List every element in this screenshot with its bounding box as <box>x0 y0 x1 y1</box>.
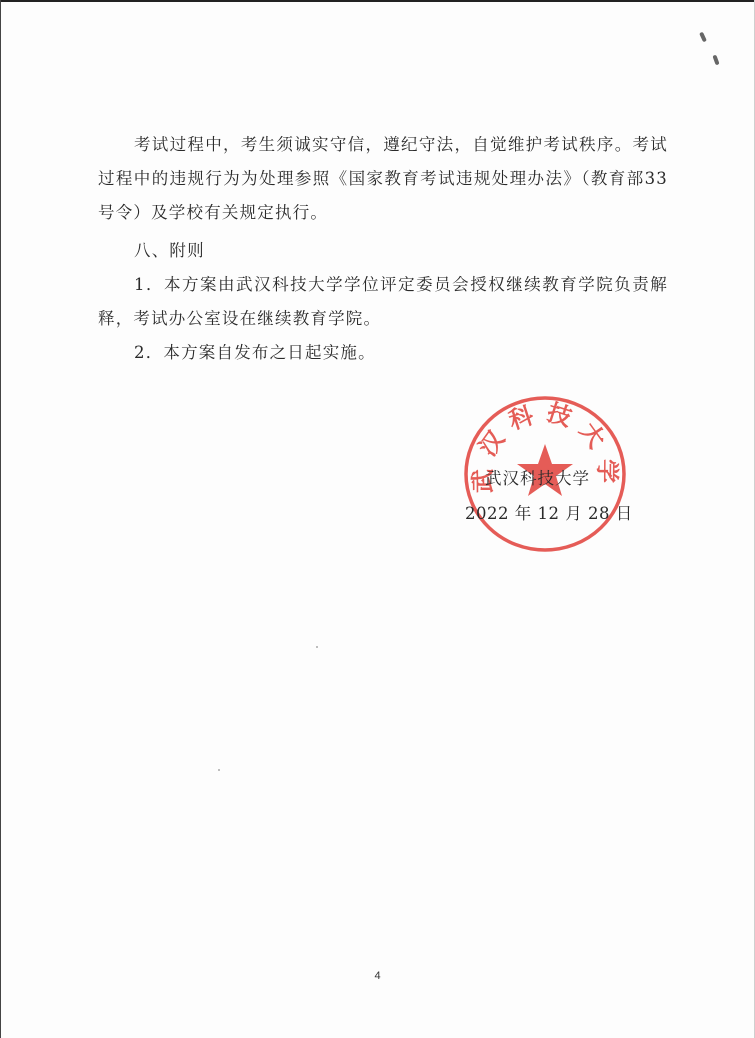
scan-mark <box>712 55 719 66</box>
signature-date: 2022 年 12 月 28 日 <box>465 504 633 523</box>
scan-edge-left <box>0 0 1 1038</box>
scan-speck <box>218 769 220 771</box>
page-number: 4 <box>374 970 381 982</box>
paragraph-interpretation: 1．本方案由武汉科技大学学位评定委员会授权继续教育学院负责解释，考试办公室设在继续教育学院。 <box>98 275 668 328</box>
scan-speck <box>316 646 318 648</box>
document-body <box>98 128 668 370</box>
svg-text:武汉科技大学: 武汉科技大学 <box>467 397 623 494</box>
scan-edge-top <box>0 0 755 2</box>
scan-mark <box>699 32 707 43</box>
signature-organization: 武汉科技大学 <box>485 469 590 488</box>
paragraph-effective: 2．本方案自发布之日起实施。 <box>134 343 376 362</box>
section-heading: 八、附则 <box>134 241 205 260</box>
paragraph-exam-conduct: 考试过程中，考生须诚实守信，遵纪守法，自觉维护考试秩序。考试过程中的违规行为为处理参照《国家教育考试违规处理办法》（教育部33号令）及学校有关规定执行。 <box>98 135 668 222</box>
